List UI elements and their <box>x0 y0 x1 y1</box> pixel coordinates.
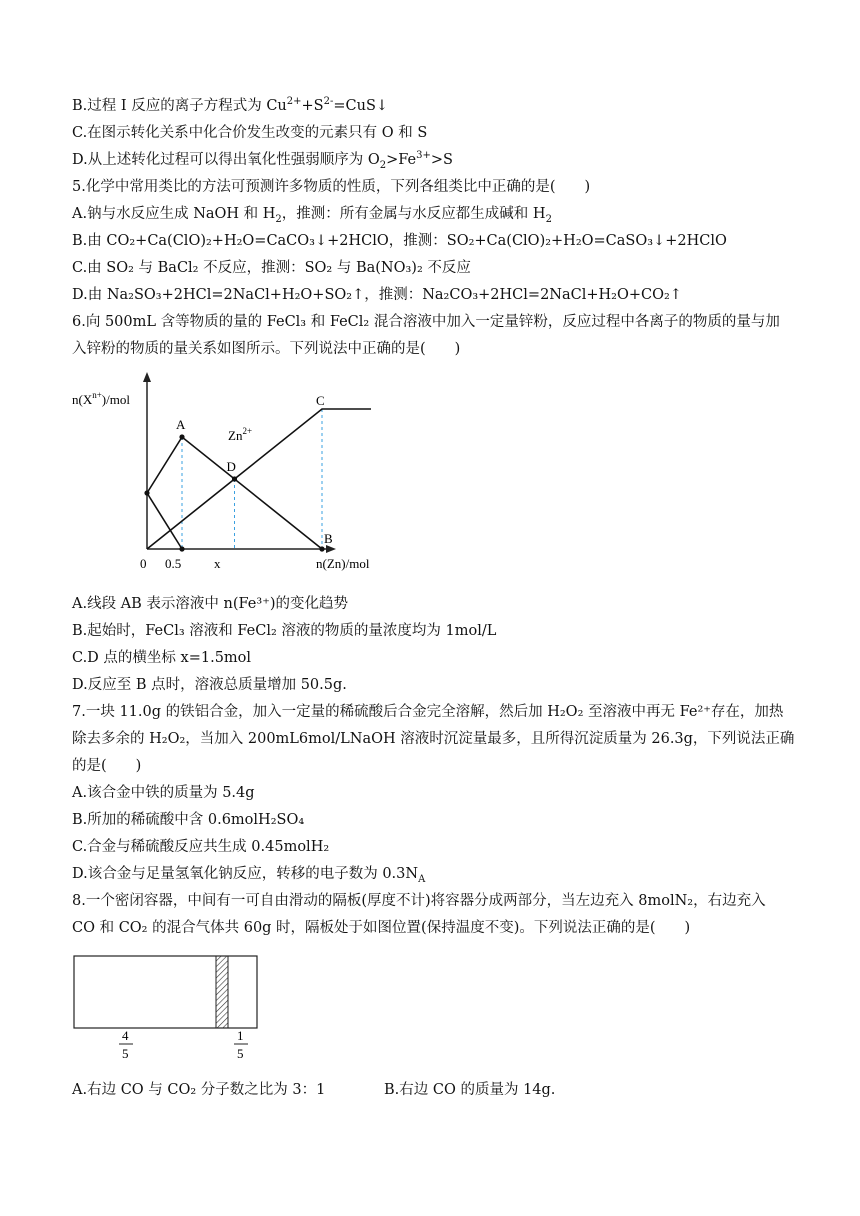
point-d <box>232 476 237 481</box>
frac-right-num: 1 <box>237 1028 244 1043</box>
q6-option-d: D.反应至 B 点时，溶液总质量增加 50.5g. <box>72 677 347 693</box>
q4-option-d: D.从上述转化过程可以得出氧化性强弱顺序为 $O_2>Fe^{3+}>S$ <box>72 150 453 171</box>
q6-option-b: B.起始时，FeCl₃ 溶液和 FeCl₂ 溶液的物质的量浓度均为 1mol/L <box>72 623 497 639</box>
point-start <box>144 490 149 495</box>
q7-stem-line3: 的是( ) <box>72 758 142 774</box>
point-0.5 <box>179 546 184 551</box>
x-axis-arrow <box>326 545 336 553</box>
q4-option-b: B.过程 I 反应的离子方程式为 $Cu^{2+}+S^{2-}=CuS↓$ <box>72 96 389 114</box>
label-d: D <box>226 459 236 474</box>
container-box <box>74 956 257 1028</box>
frac-right-den: 5 <box>237 1046 244 1061</box>
label-zn2: $Zn^{2+}$ <box>228 426 253 443</box>
frac-left-num: 4 <box>122 1028 129 1043</box>
point-a <box>179 434 184 439</box>
label-c: C <box>316 393 325 408</box>
q5-stem: 5.化学中常用类比的方法可预测许多物质的性质，下列各组类比中正确的是( ) <box>72 179 591 195</box>
q5-option-d: D.由 Na₂SO₃+2HCl=2NaCl+H₂O+SO₂↑，推测：Na₂CO₃+2HCl=2NaCl+H₂O+CO₂↑ <box>72 287 682 303</box>
q6-chart <box>70 368 390 580</box>
q6-option-c: C.D 点的横坐标 x=1.5mol <box>72 650 252 666</box>
x-tick-x: x <box>214 556 221 571</box>
q7-option-c: C.合金与稀硫酸反应共生成 0.45molH₂ <box>72 839 330 855</box>
x-axis-label: n(Zn)/mol <box>316 556 370 571</box>
q7-option-a: A.该合金中铁的质量为 5.4g <box>72 785 255 801</box>
y-axis-arrow <box>143 372 151 382</box>
q8-container-diagram <box>72 952 262 1064</box>
q5-option-b: B.由 CO₂+Ca(ClO)₂+H₂O=CaCO₃↓+2HClO，推测：SO₂+Ca(ClO)₂+H₂O=CaSO₃↓+2HClO <box>72 233 727 249</box>
label-a: A <box>176 417 186 432</box>
q8-option-a: A.右边 CO 与 CO₂ 分子数之比为 3：1 <box>72 1082 326 1098</box>
series-fe3-line <box>147 493 182 549</box>
origin-label: 0 <box>140 556 147 571</box>
q6-stem-line2: 入锌粉的物质的量关系如图所示。下列说法中正确的是( ) <box>72 341 461 357</box>
q7-option-d: D.该合金与足量氢氧化钠反应，转移的电子数为 $0.3N_A$ <box>72 866 426 885</box>
x-tick-0.5: 0.5 <box>165 556 182 571</box>
q7-option-b: B.所加的稀硫酸中含 0.6molH₂SO₄ <box>72 812 305 828</box>
q5-option-c: C.由 SO₂ 与 BaCl₂ 不反应，推测：SO₂ 与 Ba(NO₃)₂ 不反应 <box>72 260 471 276</box>
q8-option-b: B.右边 CO 的质量为 14g. <box>384 1082 556 1098</box>
q8-stem-line2: CO 和 CO₂ 的混合气体共 60g 时，隔板处于如图位置(保持温度不变)。下列说法正确的是( ) <box>72 920 691 936</box>
label-b: B <box>324 531 333 546</box>
q7-stem-line1: 7.一块 11.0g 的铁铝合金，加入一定量的稀硫酸后合金完全溶解，然后加 H₂O₂ 至溶液中再无 Fe²⁺存在，加热 <box>72 704 784 720</box>
y-axis-label: $n(X^{n+})$/mol <box>72 390 130 407</box>
partition <box>216 956 228 1028</box>
q7-stem-line2: 除去多余的 H₂O₂，当加入 200mL6mol/LNaOH 溶液时沉淀量最多，且所得沉淀质量为 26.3g，下列说法正确 <box>72 731 795 747</box>
frac-left-den: 5 <box>122 1046 129 1061</box>
point-b <box>319 546 324 551</box>
q6-stem-line1: 6.向 500mL 含等物质的量的 FeCl₃ 和 FeCl₂ 混合溶液中加入一定量锌粉，反应过程中各离子的物质的量与加 <box>72 314 780 330</box>
q4-option-c: C.在图示转化关系中化合价发生改变的元素只有 O 和 S <box>72 125 428 141</box>
q6-option-a: A.线段 AB 表示溶液中 n(Fe³⁺)的变化趋势 <box>72 596 349 612</box>
q5-option-a: A.钠与水反应生成 NaOH 和 $H_2$，推测：所有金属与水反应都生成碱和 $H_2$ <box>72 206 552 225</box>
q8-stem-line1: 8.一个密闭容器，中间有一可自由滑动的隔板(厚度不计)将容器分成两部分，当左边充入 8molN₂，右边充入 <box>72 893 766 909</box>
